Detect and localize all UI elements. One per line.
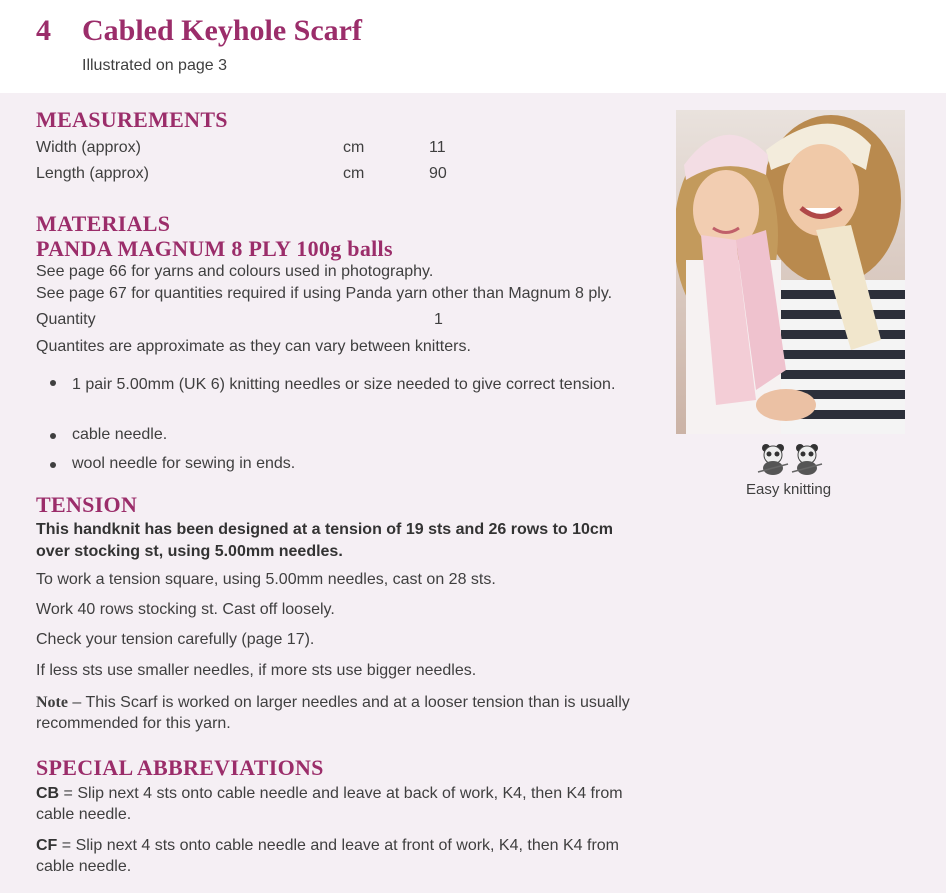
note-text: – This Scarf is worked on larger needles and at a looser tension than is usually recommended for this yarn.	[36, 694, 630, 732]
materials-bullet: 1 pair 5.00mm (UK 6) knitting needles or size needed to give correct tension.	[72, 376, 616, 393]
tension-line: Work 40 rows stocking st. Cast off loosely.	[36, 601, 335, 618]
pattern-title: Cabled Keyhole Scarf	[82, 14, 362, 47]
measurements-heading: MEASUREMENTS	[36, 107, 228, 132]
quantity-label: Quantity	[36, 311, 96, 328]
bullet-dot	[50, 433, 56, 439]
abbreviation-code: CB	[36, 785, 60, 802]
tension-line: If less sts use smaller needles, if more sts use bigger needles.	[36, 662, 477, 679]
pattern-subtitle: Illustrated on page 3	[82, 57, 227, 74]
pattern-number: 4	[36, 14, 51, 47]
measurement-value: 11	[429, 139, 446, 156]
measurement-label: Length (approx)	[36, 165, 149, 182]
materials-heading: MATERIALS	[36, 211, 171, 236]
bullet-dot	[50, 462, 56, 468]
abbreviation-text: = Slip next 4 sts onto cable needle and leave at back of work, K4, then K4 from cable needle.	[36, 785, 623, 823]
abbreviation-text: = Slip next 4 sts onto cable needle and leave at front of work, K4, then K4 from cable needle.	[36, 837, 619, 875]
measurement-unit: cm	[343, 139, 365, 156]
pattern-header	[0, 0, 946, 93]
tension-line: To work a tension square, using 5.00mm needles, cast on 28 sts.	[36, 571, 496, 588]
measurement-unit: cm	[343, 165, 365, 182]
abbreviation-item	[36, 783, 646, 825]
materials-bullet: cable needle.	[72, 426, 168, 443]
note-label: Note	[36, 694, 68, 711]
tension-bold-text: This handknit has been designed at a tension of 19 sts and 26 rows to 10cm over stocking st, using 5.00mm needles.	[36, 521, 614, 560]
panda-icon	[792, 444, 822, 475]
tension-heading: TENSION	[36, 492, 138, 517]
quantity-value: 1	[434, 311, 443, 328]
quantity-note: Quantites are approximate as they can vary between knitters.	[36, 338, 471, 355]
tension-note	[36, 692, 636, 734]
measurement-value: 90	[429, 165, 447, 182]
scarf-photo	[676, 110, 905, 434]
abbreviations-heading: SPECIAL ABBREVIATIONS	[36, 755, 324, 780]
panda-icon	[758, 444, 788, 475]
difficulty-icons	[756, 442, 824, 476]
materials-line: See page 66 for yarns and colours used in photography.	[36, 263, 434, 280]
materials-bullet: wool needle for sewing in ends.	[72, 455, 296, 472]
measurement-label: Width (approx)	[36, 139, 141, 156]
abbreviation-code: CF	[36, 837, 58, 854]
tension-line: Check your tension carefully (page 17).	[36, 631, 315, 648]
materials-line: See page 67 for quantities required if using Panda yarn other than Magnum 8 ply.	[36, 285, 613, 302]
bullet-dot	[50, 380, 56, 386]
difficulty-label: Easy knitting	[746, 481, 832, 498]
yarn-heading: PANDA MAGNUM 8 PLY 100g balls	[36, 236, 393, 261]
abbreviation-item	[36, 835, 646, 877]
